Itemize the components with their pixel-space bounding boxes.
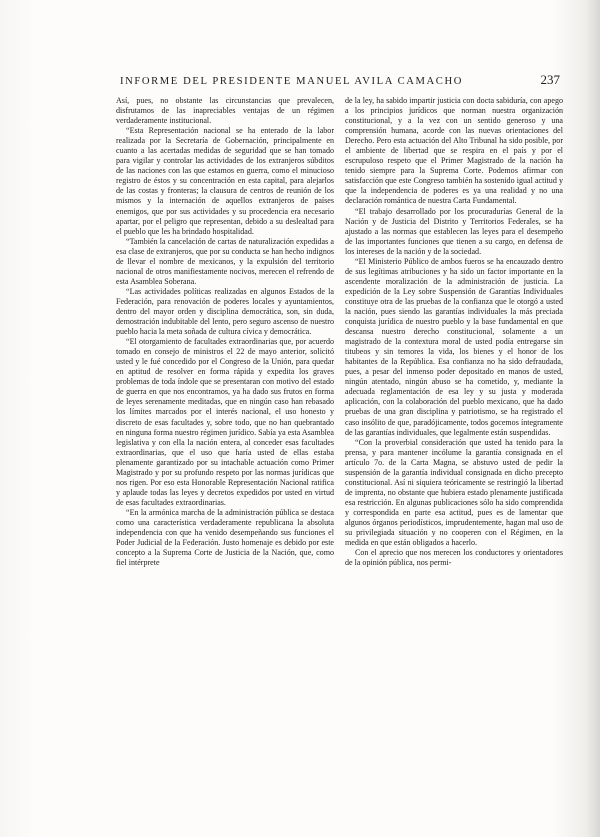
page-number: 237 — [540, 72, 560, 87]
left-column — [116, 96, 334, 568]
paragraph: “Las actividades políticas realizadas en algunos Estados de la Federación, para renovación de poderes locales y ayuntamientos, dentro del mayor orden y disciplina democrática, son, sin duda, demostración indubitable del lento, pero seguro ascenso de nuestro pueblo hacia la meta soñada de cultura cívica y democrática. — [116, 286, 334, 337]
paragraph: “Con la proverbial consideración que usted ha tenido para la prensa, y para mantener incólume la garantía consignada en el artículo 7o. de la Carta Magna, se abstuvo usted de pedir la suspensión de la garantía individual consignada en dicho precepto constitucional. Así ni siquiera teóricamente se restringió la libertad de imprenta, no obstante que hubiera estado plenamente justificada esa restricción. En algunas publicaciones sólo ha sido comprendida y correspondida en parte esa actitud, pues es de lamentar que algunos órganos periodísticos, imprudentemente, hagan mal uso de su privilegiada situación y no cooperen con el Régimen, en la medida en que están obligados a hacerlo. — [345, 437, 563, 548]
paragraph: Con el aprecio que nos merecen los conductores y orientadores de la opinión pública, nos permi- — [345, 548, 563, 568]
paragraph: “Esta Representación nacional se ha enterado de la labor realizada por la Secretaría de Gobernación, principalmente en cuanto a las acertadas medidas de seguridad que se han tomado para vigilar y controlar las actividades de los extranjeros súbditos de las naciones con las que estamos en guerra, como el minucioso registro de éstos y su concentración en esta capital, para alejarlos de las costas y fronteras; la clausura de centros de reunión de los mismos y la internación de aquellos extranjeros de países enemigos, que por sus actividades y su procedencia era necesario apartar, por el peligro que representan, debido a su deslealtad para el pueblo que les ha brindado hospitalidad. — [116, 126, 334, 236]
page-header — [120, 72, 560, 88]
paragraph: “El trabajo desarrollado por los procuradurías General de la Nación y de Justicia del Distrito y Territorios Federales, se ha ajustado a las normas que establecen las leyes para el desempeño de las importantes funciones que tienen a su cargo, en defensa de los intereses de la nación y de la sociedad. — [345, 206, 563, 256]
right-column — [345, 96, 563, 568]
paragraph: de la ley, ha sabido impartir justicia con docta sabiduría, con apego a los principios jurídicos que norman nuestra organización constitucional, y a la vez con un sentido generoso y una comprensión humana, acorde con las nuevas orientaciones del Derecho. Pero esta actuación del Alto Tribunal ha sido posible, por el ambiente de libertad que se respira en el país y por el escrupuloso respeto que el Primer Magistrado de la nación ha tenido siempre para la Suprema Corte. Podemos afirmar con satisfacción que este Congreso también ha sostenido igual actitud y que la independencia de poderes es ya una realidad y no una declaración romántica de nuestra Carta Fundamental. — [345, 96, 563, 206]
running-head: INFORME DEL PRESIDENTE MANUEL AVILA CAMACHO — [120, 76, 463, 87]
paragraph: “El Ministerio Público de ambos fueros se ha encauzado dentro de sus legítimas atribuciones y ha sido un factor importante en la ascendente moralización de la administración de justicia. La expedición de la Ley sobre Suspensión de Garantías Individuales constituye otra de las pruebas de la confianza que le otorgó a usted la nación, pues siendo las garantías individuales la más preciada conquista jurídica de nuestro pueblo y la base fundamental en que descansa nuestro derecho constitucional, solamente a un magistrado de la contextura moral de usted podía entregarse sin titubeos y sin temores la vida, los bienes y el honor de los habitantes de la República. Esa confianza no ha sido defraudada, pues, a pesar del inmenso poder depositado en manos de usted, ningún atentado, ningún abuso se ha cometido, y, mediante la adecuada reglamentación de esa ley y su justa y moderada aplicación, con la colaboración del pueblo mexicano, que ha dado pruebas de una gran disciplina y patriotismo, se ha registrado el caso insólito de que, paradójicamente, todos gocemos íntegramente de las garantías individuales, que legalmente están suspendidas. — [345, 256, 563, 437]
paragraph: “En la armónica marcha de la administración pública se destaca como una característica verdaderamente republicana la absoluta independencia con que ha venido desempeñando sus funciones el Poder Judicial de la Federación. Justo homenaje es debido por este concepto a la Suprema Corte de Justicia de la Nación, que, como fiel intérprete — [116, 507, 334, 568]
paragraph: “El otorgamiento de facultades extraordinarias que, por acuerdo tomado en consejo de ministros el 22 de mayo anterior, solicitó usted y le fué concedido por el Congreso de la Unión, para quedar en aptitud de resolver en forma rápida y expedita los graves problemas de toda índole que se presentaran con motivo del estado de guerra en que nos encontramos, ya ha dado sus frutos en forma de leyes serenamente meditadas, que en ningún caso han rebasado los límites marcados por el interés nacional, el uso honesto y discreto de esas facultades y, sobre todo, que no han quebrantado en ninguna forma nuestro régimen jurídico. Sabía ya esta Asamblea legislativa y con ella la nación entera, al conceder esas facultades extraordinarias, que el uso que haría usted de ellas estaba plenamente garantizado por su intachable actuación como Primer Magistrado y por su profundo respeto por las normas jurídicas que nos rigen. Por eso esta Honorable Representación Nacional ratifica y aplaude todas las leyes y decretos expedidos por usted en virtud de esas facultades extraordinarias. — [116, 337, 334, 507]
paragraph: Así, pues, no obstante las circunstancias que prevalecen, disfrutamos de las inapreciables ventajas de un régimen verdaderamente institucional. — [116, 96, 334, 126]
paragraph: “También la cancelación de cartas de naturalización expedidas a esa clase de extranjeros, que por su conducta se han hecho indignos de llevar el nombre de mexicanos, y la expulsión del territorio nacional de otros manifiestamente nocivos, merecen el refrendo de esta Asamblea Soberana. — [116, 236, 334, 286]
page-edge-shadow — [586, 0, 600, 837]
